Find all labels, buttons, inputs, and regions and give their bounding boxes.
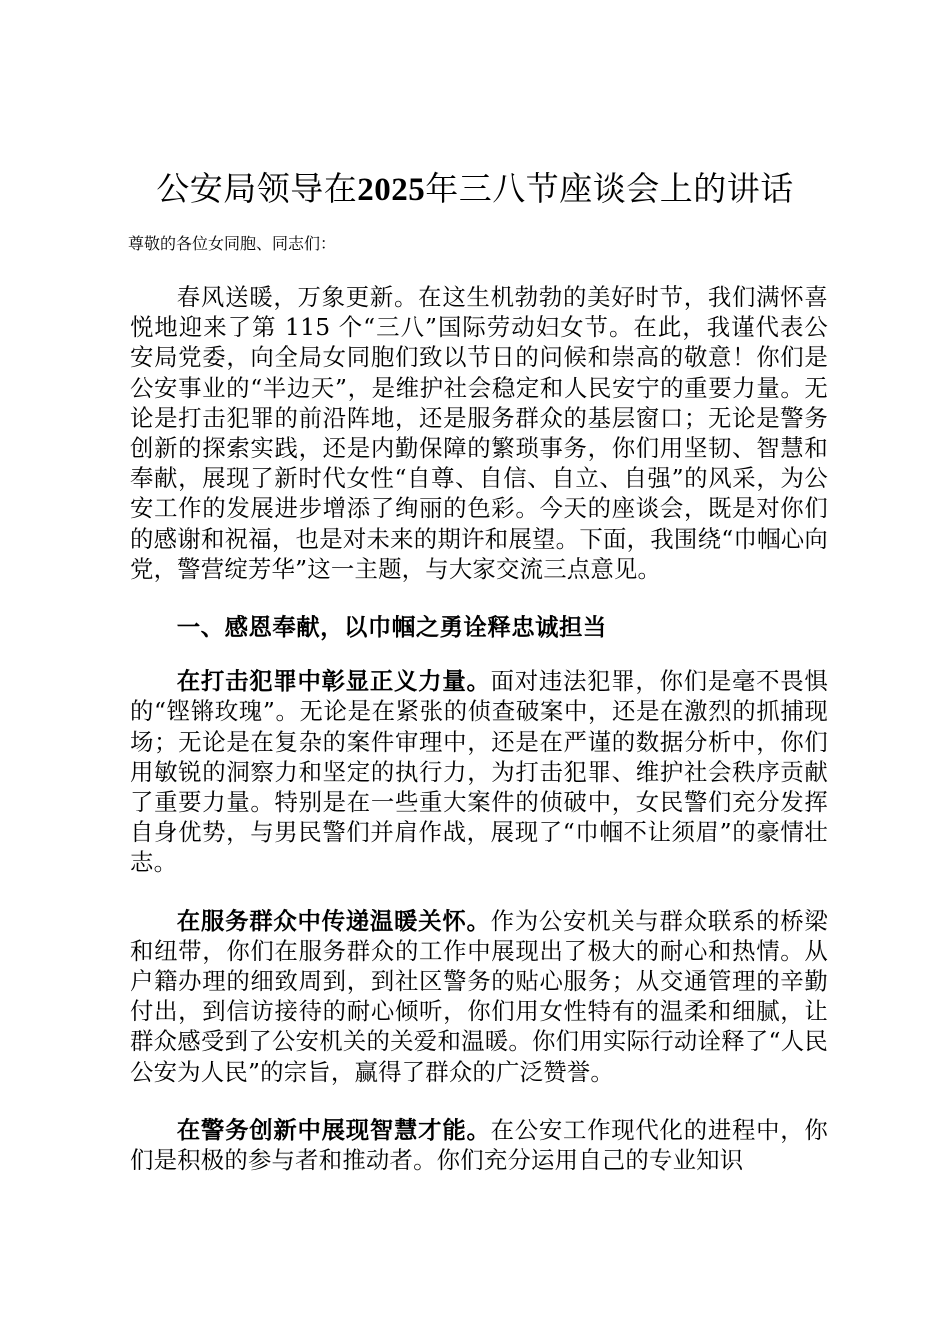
document-title xyxy=(60,164,890,215)
document-body xyxy=(130,282,828,1203)
paragraph-innovation xyxy=(130,1115,828,1175)
paragraph-text: 面对违法犯罪，你们是毫不畏惧的“铿锵玫瑰”。无论是在紧张的侦查破案中，还是在激烈的抓捕现场；无论是在复杂的案件审理中，还是在严谨的数据分析中，你们用敏锐的洞察力和坚定的执行力，为打击犯罪、维护社会秩序贡献了重要力量。特别是在一些重大案件的侦破中，女民警们充分发挥自身优势，与男民警们并肩作战，展现了“巾帼不让须眉”的豪情壮志。 xyxy=(130,667,828,877)
paragraph-text: 在公安工作现代化的进程中，你们是积极的参与者和推动者。你们充分运用自己的专业知识 xyxy=(130,1115,828,1175)
intro-paragraph: 春风送暖，万象更新。在这生机勃勃的美好时节，我们满怀喜悦地迎来了第 115 个“三八”国际劳动妇女节。在此，我谨代表公安局党委，向全局女同胞们致以节日的问候和崇高的敬意！你们是公安事业的“半边天”，是维护社会稳定和人民安宁的重要力量。无论是打击犯罪的前沿阵地，还是服务群众的基层窗口；无论是警务创新的探索实践，还是内勤保障的繁琐事务，你们用坚韧、智慧和奉献，展现了新时代女性“自尊、自信、自立、自强”的风采，为公安工作的发展进步增添了绚丽的色彩。今天的座谈会，既是对你们的感谢和祝福，也是对未来的期许和展望。下面，我围绕“巾帼心向党，警营绽芳华”这一主题，与大家交流三点意见。 xyxy=(130,283,828,583)
salutation: 尊敬的各位女同胞、同志们： xyxy=(128,234,337,253)
paragraph-justice xyxy=(130,666,828,877)
paragraph-lead: 在打击犯罪中彰显正义力量。 xyxy=(176,667,491,696)
paragraph-lead: 在警务创新中展现智慧才能。 xyxy=(176,1115,491,1144)
paragraph-lead: 在服务群众中传递温暖关怀。 xyxy=(176,906,491,935)
title-prefix: 公安局领导在 xyxy=(156,169,358,208)
paragraph-text: 作为公安机关与群众联系的桥梁和纽带，你们在服务群众的工作中展现出了极大的耐心和热情。从户籍办理的细致周到，到社区警务的贴心服务；从交通管理的辛勤付出，到信访接待的耐心倾听，你们用女性特有的温柔和细腻，让群众感受到了公安机关的关爱和温暖。你们用实际行动诠释了“人民公安为人民”的宗旨，赢得了群众的广泛赞誉。 xyxy=(130,906,828,1086)
section-heading-1: 一、感恩奉献，以巾帼之勇诠释忠诚担当 xyxy=(176,613,607,642)
paragraph-service xyxy=(130,906,828,1087)
title-year: 2025 xyxy=(357,172,426,208)
title-suffix: 年三八节座谈会上的讲话 xyxy=(425,169,794,208)
